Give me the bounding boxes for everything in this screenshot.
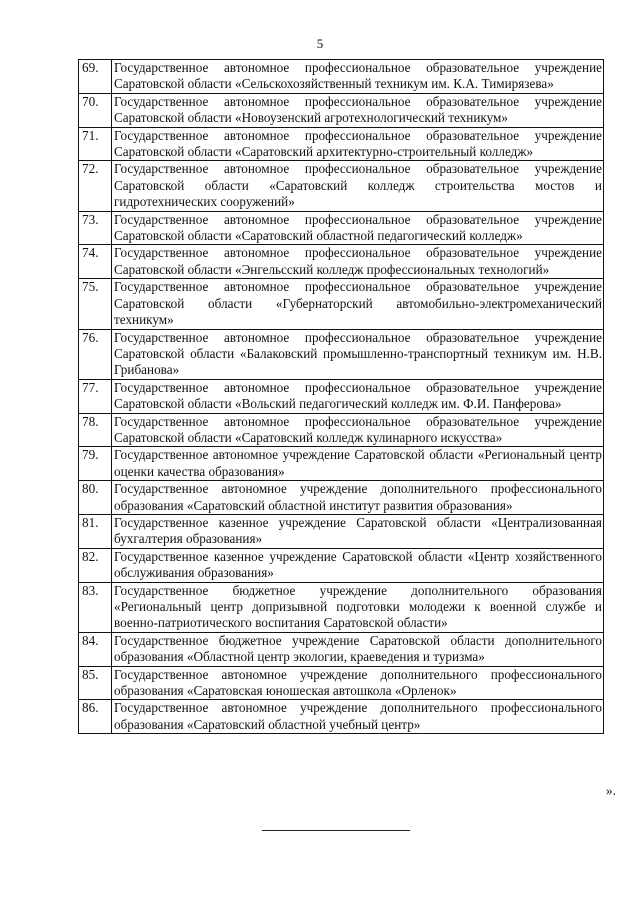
row-number: 86.: [79, 700, 112, 734]
institution-name: Государственное автономное учреждение дополнительного профессионального образования «Саратовский областной институт развития образования»: [112, 481, 604, 515]
closing-quote: ».: [606, 783, 616, 798]
institution-name: Государственное автономное профессиональное образовательное учреждение Саратовской области «Саратовский областной педагогический колледж»: [112, 211, 604, 245]
institution-name: Государственное автономное профессиональное образовательное учреждение Саратовской области «Новоузенский агротехнологический техникум»: [112, 93, 604, 127]
table-row: [79, 447, 604, 481]
table-row: [79, 632, 604, 666]
institution-name: Государственное автономное учреждение дополнительного профессионального образования «Саратовский областной учебный центр»: [112, 700, 604, 734]
row-number: 81.: [79, 514, 112, 548]
institution-name: Государственное казенное учреждение Саратовской области «Централизованная бухгалтерия образования»: [112, 514, 604, 548]
row-number: 75.: [79, 279, 112, 329]
institution-name: Государственное автономное профессиональное образовательное учреждение Саратовской области «Саратовский архитектурно-строительный колледж»: [112, 127, 604, 161]
table-row: [79, 245, 604, 279]
table-row: [79, 514, 604, 548]
table-row: [79, 127, 604, 161]
footer-divider: [262, 830, 410, 831]
row-number: 80.: [79, 481, 112, 515]
row-number: 78.: [79, 413, 112, 447]
row-number: 73.: [79, 211, 112, 245]
row-number: 74.: [79, 245, 112, 279]
institution-name: Государственное автономное учреждение Саратовской области «Региональный центр оценки качества образования»: [112, 447, 604, 481]
table-row: [79, 413, 604, 447]
table-row: [79, 93, 604, 127]
row-number: 71.: [79, 127, 112, 161]
institution-name: Государственное бюджетное учреждение Саратовской области дополнительного образования «Областной центр экологии, краеведения и туризма»: [112, 632, 604, 666]
institution-name: Государственное бюджетное учреждение дополнительного образования «Региональный центр допризывной подготовки молодежи к военной службе и военно-патриотического воспитания Саратовской области»: [112, 582, 604, 632]
table-row: [79, 60, 604, 94]
row-number: 77.: [79, 379, 112, 413]
institution-name: Государственное автономное профессиональное образовательное учреждение Саратовской области «Саратовский колледж кулинарного искусства»: [112, 413, 604, 447]
page-number: 5: [316, 36, 324, 51]
table-row: [79, 700, 604, 734]
institution-name: Государственное автономное профессиональное образовательное учреждение Саратовской области «Вольский педагогический колледж им. Ф.И. Панферова»: [112, 379, 604, 413]
institution-name: Государственное автономное профессиональное образовательное учреждение Саратовской области «Балаковский промышленно-транспортный техникум им. Н.В. Грибанова»: [112, 329, 604, 379]
institution-name: Государственное автономное профессиональное образовательное учреждение Саратовской области «Сельскохозяйственный техникум им. К.А. Тимирязева»: [112, 60, 604, 94]
row-number: 72.: [79, 161, 112, 211]
row-number: 85.: [79, 666, 112, 700]
institutions-table: [78, 59, 604, 734]
row-number: 70.: [79, 93, 112, 127]
institution-name: Государственное казенное учреждение Саратовской области «Центр хозяйственного обслуживания образования»: [112, 548, 604, 582]
table-row: [79, 211, 604, 245]
table-row: [79, 548, 604, 582]
table-row: [79, 582, 604, 632]
row-number: 83.: [79, 582, 112, 632]
table-row: [79, 329, 604, 379]
row-number: 82.: [79, 548, 112, 582]
institution-name: Государственное автономное учреждение дополнительного профессионального образования «Саратовская юношеская автошкола «Орленок»: [112, 666, 604, 700]
table-row: [79, 379, 604, 413]
institution-name: Государственное автономное профессиональное образовательное учреждение Саратовской области «Энгельсский колледж профессиональных технологий»: [112, 245, 604, 279]
table-row: [79, 666, 604, 700]
table-row: [79, 279, 604, 329]
row-number: 79.: [79, 447, 112, 481]
row-number: 76.: [79, 329, 112, 379]
row-number: 69.: [79, 60, 112, 94]
row-number: 84.: [79, 632, 112, 666]
table-row: [79, 481, 604, 515]
institution-name: Государственное автономное профессиональное образовательное учреждение Саратовской области «Губернаторский автомобильно-электромеханический техникум»: [112, 279, 604, 329]
institution-name: Государственное автономное профессиональное образовательное учреждение Саратовской области «Саратовский колледж строительства мостов и гидротехнических сооружений»: [112, 161, 604, 211]
table-row: [79, 161, 604, 211]
